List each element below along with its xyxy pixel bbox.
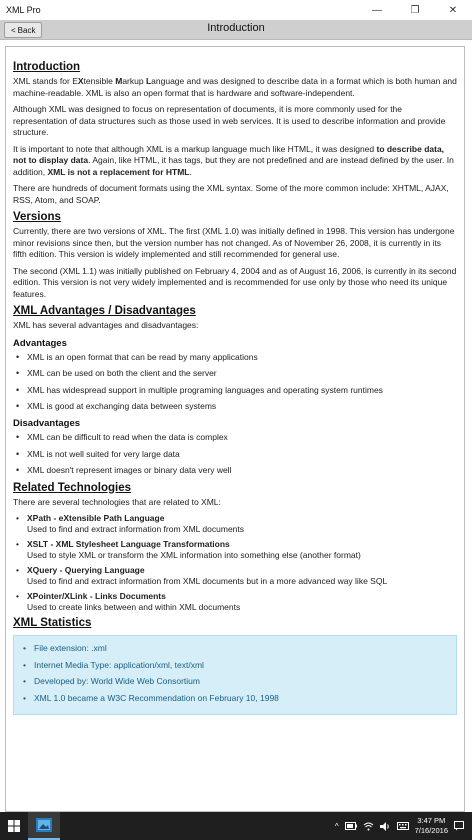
list-item: • XML is not well suited for very large data bbox=[13, 449, 457, 460]
window-titlebar bbox=[0, 0, 472, 20]
back-arrow-icon: < bbox=[11, 25, 16, 35]
list-item: • XML is an open format that can be read by many applications bbox=[13, 352, 457, 363]
start-button[interactable] bbox=[0, 812, 28, 840]
taskbar-app-xml-pro[interactable] bbox=[28, 812, 60, 840]
list-item bbox=[13, 513, 457, 535]
related-intro: There are several technologies that are related to XML: bbox=[13, 496, 221, 507]
advantages-subheading: Advantages bbox=[13, 337, 67, 349]
tech-description: Used to find and extract information from XML documents bbox=[27, 524, 245, 534]
versions-heading: Versions bbox=[13, 211, 61, 223]
versions-paragraph-1: Currently, there are two versions of XML. The first (XML 1.0) was initially defined in 1998. This version has undergone minor revisions since then, but the version number has not changed. As of November 26, 2008, it is currently in its fifth edition. This version is widely implemented and still recommended for general use. bbox=[13, 226, 455, 259]
tech-description: Used to create links between and within XML documents bbox=[27, 602, 241, 612]
tech-name: • XSLT - XML Stylesheet Language Transformations bbox=[13, 539, 457, 550]
advantages-intro: XML has several advantages and disadvantages: bbox=[13, 320, 199, 330]
tech-name: • XPath - eXtensible Path Language bbox=[13, 513, 457, 524]
advantages-heading: XML Advantages / Disadvantages bbox=[13, 305, 196, 317]
app-icon bbox=[36, 818, 52, 832]
list-item: • File extension: .xml bbox=[20, 643, 450, 654]
list-item: • XML can be used on both the client and the server bbox=[13, 368, 457, 379]
intro-paragraph-4: There are hundreds of document formats using the XML syntax. Some of the more common include: XHTML, AJAX, RSS, Atom, and SOAP. bbox=[13, 183, 449, 205]
keyboard-icon[interactable] bbox=[397, 822, 409, 830]
list-item: • Developed by: World Wide Web Consortium bbox=[20, 676, 450, 687]
list-item: • XML doesn't represent images or binary data very well bbox=[13, 465, 457, 476]
taskbar bbox=[0, 812, 472, 840]
maximize-button[interactable]: ❐ bbox=[410, 4, 420, 16]
close-button[interactable]: ✕ bbox=[448, 4, 458, 16]
list-item: • XML has widespread support in multiple programing languages and operating system runtimes bbox=[13, 385, 457, 396]
intro-paragraph-3: It is important to note that although XML is a markup language much like HTML, it was designed to describe data, not to display data. Again, like HTML, it has tags, but they are not predefined and are instead defined by the user. In addition, XML is not a replacement for HTML. bbox=[13, 143, 454, 177]
list-item: • XML is good at exchanging data between systems bbox=[13, 401, 457, 412]
chevron-up-icon[interactable]: ^ bbox=[334, 821, 339, 831]
statistics-heading: XML Statistics bbox=[13, 617, 92, 629]
list-item: • XML can be difficult to read when the data is complex bbox=[13, 432, 457, 443]
disadvantages-subheading: Disadvantages bbox=[13, 418, 81, 429]
list-item bbox=[13, 591, 457, 613]
introduction-heading: Introduction bbox=[13, 61, 81, 73]
clock-time: 3:47 PM bbox=[417, 816, 446, 825]
clock-date: 7/16/2016 bbox=[414, 826, 448, 835]
tech-name: • XPointer/XLink - Links Documents bbox=[13, 591, 457, 602]
back-label: Back bbox=[17, 25, 36, 35]
notifications-icon[interactable] bbox=[454, 821, 464, 831]
list-item: • XML 1.0 became a W3C Recommendation on February 10, 1998 bbox=[20, 693, 450, 704]
app-title: XML Pro bbox=[6, 5, 41, 15]
disadvantages-list bbox=[13, 432, 457, 476]
list-item bbox=[13, 565, 457, 587]
statistics-box bbox=[13, 635, 457, 715]
advantages-list bbox=[13, 352, 457, 413]
navigation-bar bbox=[0, 20, 472, 40]
wifi-icon[interactable] bbox=[363, 822, 374, 831]
page-title: Introduction bbox=[207, 22, 265, 34]
tech-description: Used to find and extract information from XML documents but in a more advanced way like SQL bbox=[27, 576, 388, 586]
minimize-button[interactable]: — bbox=[372, 4, 382, 16]
list-item bbox=[13, 539, 457, 561]
list-item: • Internet Media Type: application/xml, text/xml bbox=[20, 660, 450, 671]
system-tray bbox=[335, 812, 464, 840]
windows-logo-icon bbox=[8, 820, 20, 832]
volume-icon[interactable] bbox=[380, 822, 391, 831]
content-panel[interactable] bbox=[5, 46, 465, 812]
system-clock[interactable] bbox=[415, 816, 448, 836]
tech-name: • XQuery - Querying Language bbox=[13, 565, 457, 576]
related-technologies-heading: Related Technologies bbox=[13, 481, 132, 494]
tech-description: Used to style XML or transform the XML information into something else (another format) bbox=[27, 550, 361, 560]
battery-icon[interactable] bbox=[345, 822, 357, 830]
versions-paragraph-2: The second (XML 1.1) was initially published on February 4, 2004 and as of August 16, 2006, is currently in its second edition. This version is not very widely implemented and is recommended for use only by those who need its unique features. bbox=[13, 265, 457, 299]
intro-paragraph-1: XML stands for EXtensible Markup Language and was designed to describe data in a format which is both human and machine-readable. XML is also an open format that is hardware and software-independent. bbox=[13, 76, 457, 98]
intro-paragraph-2: Although XML was designed to focus on representation of documents, it is more commonly used for the representation of data structures such as those used in web services. It is used to describe information and provide structure. bbox=[13, 104, 446, 137]
